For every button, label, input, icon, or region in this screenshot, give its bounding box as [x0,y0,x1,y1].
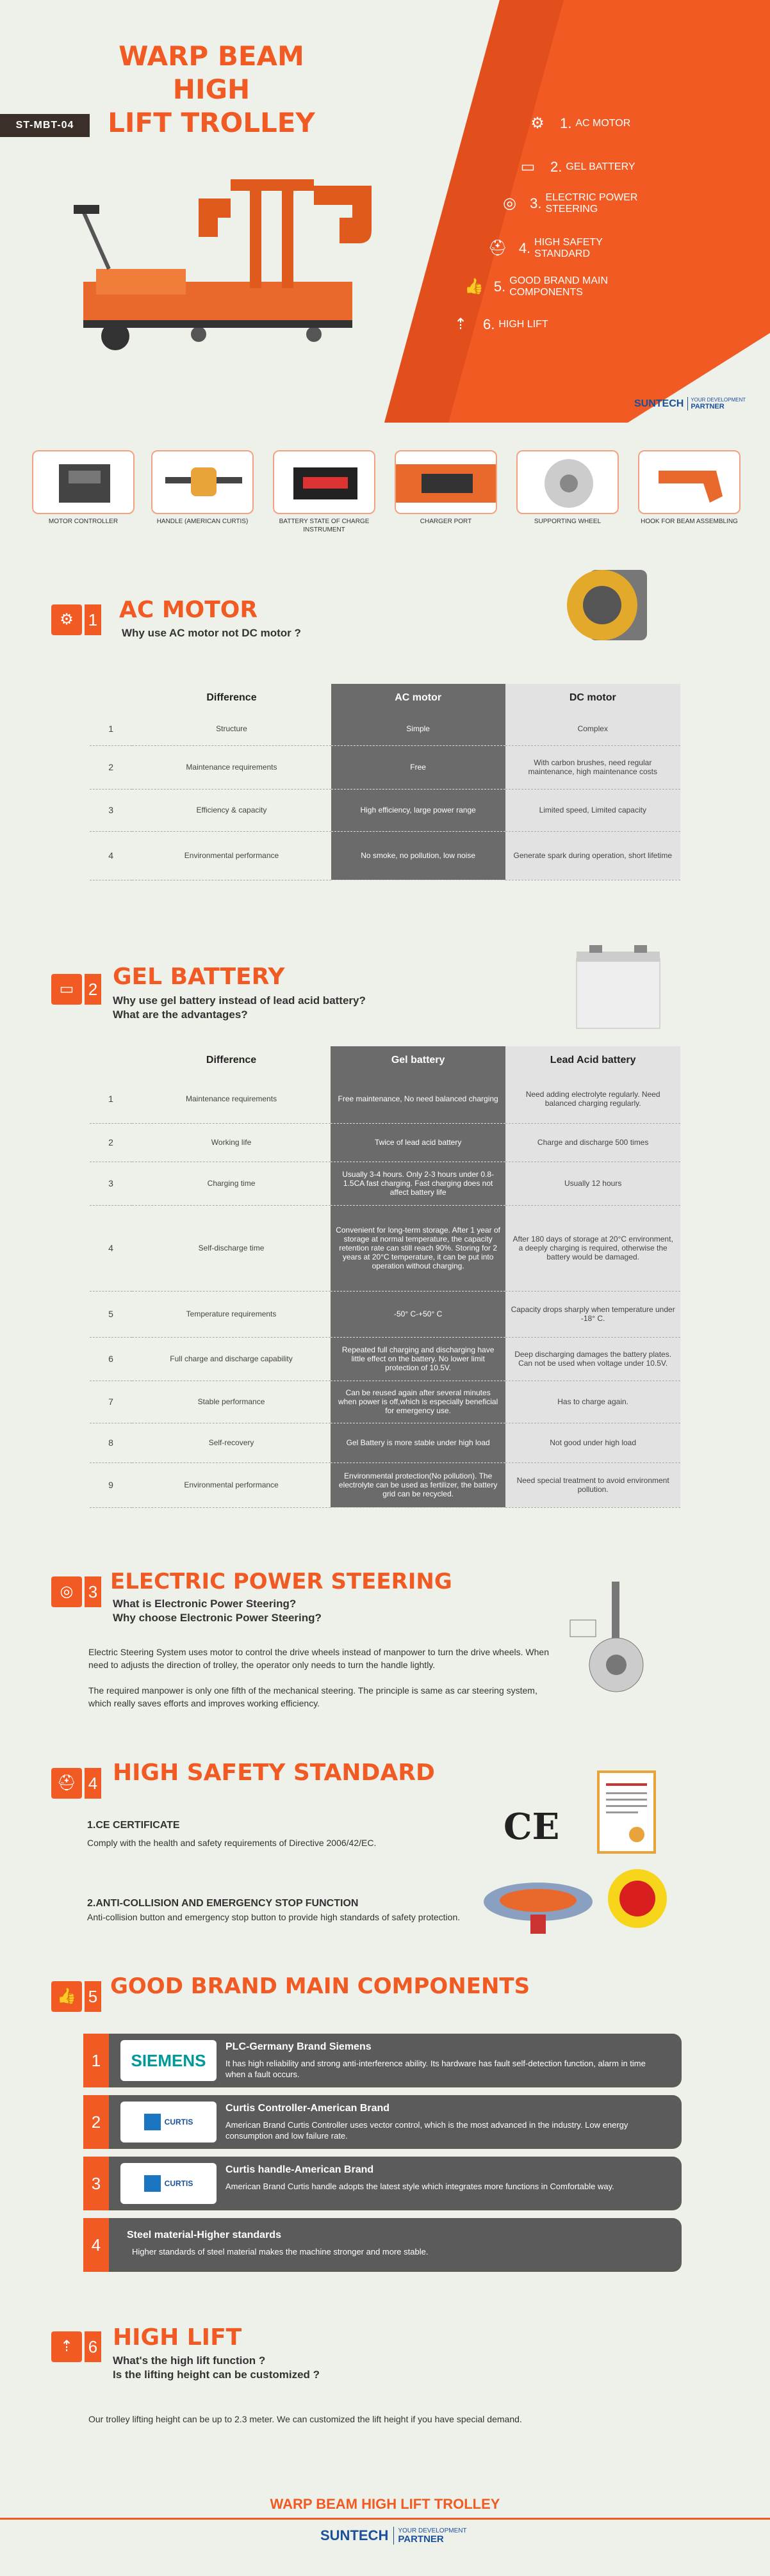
section-number: 5 [85,1981,101,2012]
brand-item-siemens: 1 SIEMENS PLC-Germany Brand Siemens It has high reliability and strong anti-interference ability. Its hardware has fault self-detection function, alarm in time when a fault occurs. [83,2034,682,2087]
label-motor-controller: MOTOR CONTROLLER [48,518,119,525]
label-battery-instrument: BATTERY STATE OF CHARGE INSTRUMENT [279,518,370,533]
ac-motor-table: Difference AC motor DC motor 1 Structure Simple Complex 2 Maintenance requirements Free With carbon brushes, need regular maintenance, high maintenance costs 3 Efficiency & capacity High efficiency, large power range Limited speed, Limited capacity 4 Environmental performance No smoke, no pollution, low noise Generate spark during operation, short lifetime [90,684,680,880]
section-subtitle: What's the high lift function ? Is the lifting height can be customized ? [113,2354,320,2381]
ac-motor-section-icon: ⚙ [51,604,82,635]
feature-brands: 👍 5. GOOD BRAND MAIN COMPONENTS [464,275,609,298]
feature-high-lift: ⇡ 6. HIGH LIFT [448,316,548,333]
thumbs-up-icon: 👍 [464,278,484,295]
brand-item-steel: 4 Steel material-Higher standards Higher standards of steel material makes the machine stronger and more stable. [83,2218,682,2272]
brand-item-curtis-controller: 2 CURTIS Curtis Controller-American Brand American Brand Curtis Controller uses vector control, which is the most advanced in the industry. Low energy consumption and low failure rate. [83,2095,682,2149]
section-title: ELECTRIC POWER STEERING [110,1569,452,1594]
table-row: 4 Self-discharge time Convenient for long-term storage. After 1 year of storage at normal temperature, the capacity retention rate can still reach 90%. Storing for 2 years at 20°C temperature, it can be put into operation without charging. After 180 days of storage at 20°C environment, a deeply charging is required, otherwise the battery would be damaged. [90,1205,680,1291]
thumb-hook [638,450,741,514]
thumb-motor-controller [32,450,135,514]
section-number: 1 [85,604,101,635]
emergency-stop-button-image [605,1863,669,1934]
siemens-logo: SIEMENS [120,2040,217,2081]
feature-gel-battery: ▭ 2. GEL BATTERY [516,159,635,175]
battery-icon: ▭ [520,158,536,175]
brand-item-curtis-handle: 3 CURTIS Curtis handle-American Brand American Brand Curtis handle adopts the latest style which integrates more functions in Comfortable way. [83,2157,682,2210]
gel-battery-illustration [570,939,666,1035]
trolley-illustration [70,160,378,371]
hero-brand-logo: SUNTECH YOUR DEVELOPMENT PARTNER [634,397,746,410]
brands-section-icon: 👍 [51,1981,82,2012]
emergency-stop-title: 2.ANTI-COLLISION AND EMERGENCY STOP FUNCTION [87,1898,359,1909]
gel-battery-section-icon: ▭ [51,974,82,1005]
label-handle: HANDLE (AMERICAN CURTIS) [156,518,249,525]
table-row: 3 Efficiency & capacity High efficiency, large power range Limited speed, Limited capacity [90,789,680,831]
ce-certificate-text: Comply with the health and safety requirements of Directive 2006/42/EC. [87,1838,377,1848]
label-supporting-wheel: SUPPORTING WHEEL [534,518,602,525]
high-lift-paragraph: Our trolley lifting height can be up to 2.3 meter. We can customized the lift height if you have special demand. [88,2414,522,2424]
section-title: GEL BATTERY [113,964,285,990]
hero-title: WARP BEAM HIGH LIFT TROLLEY [108,40,315,138]
thumb-supporting-wheel [516,450,619,514]
steering-illustration [564,1582,673,1697]
feature-ac-motor: ⚙ 1. AC MOTOR [525,115,630,132]
table-row: 2 Maintenance requirements Free With carbon brushes, need regular maintenance, high maintenance costs [90,745,680,789]
section-subtitle: What is Electronic Power Steering? Why choose Electronic Power Steering? [113,1598,322,1624]
emergency-stop-text: Anti-collision button and emergency stop button to provide high standards of safety protection. [87,1912,461,1922]
high-lift-section-icon: ⇡ [51,2331,82,2362]
thumb-battery-instrument [273,450,375,514]
lift-icon: ⇡ [454,316,468,333]
steering-icon: ◎ [503,195,517,212]
ce-certificate-title: 1.CE CERTIFICATE [87,1820,180,1831]
steering-paragraph-1: Electric Steering System uses motor to control the drive wheels instead of manpower to turn the drive wheels. When need to adjusts the direction of trolley, the operator only needs to turn the handle lightly. [88,1647,550,1670]
table-row: 9 Environmental performance Environmental protection(No pollution). The electrolyte can be used as fertilizer, the battery grid can be recycled. Need special treatment to avoid environment pollution. [90,1462,680,1507]
safety-helmet-icon: ⛑ [487,239,508,257]
section-number: 2 [85,974,101,1005]
feature-steering: ◎ 3. ELECTRIC POWER STEERING [500,192,666,215]
anti-collision-button-image [480,1870,596,1940]
label-hook: HOOK FOR BEAM ASSEMBLING [641,518,738,525]
curtis-logo: CURTIS [120,2163,217,2204]
table-row: 2 Working life Twice of lead acid battery Charge and discharge 500 times [90,1123,680,1162]
motor-icon: ⚙ [530,115,545,132]
table-row: 1 Structure Simple Complex [90,712,680,745]
table-row: 5 Temperature requirements -50° C-+50° C Capacity drops sharply when temperature under -18° C. [90,1291,680,1337]
footer-title: WARP BEAM HIGH LIFT TROLLEY [270,2496,500,2512]
model-badge: ST-MBT-04 [0,114,90,137]
section-title: GOOD BRAND MAIN COMPONENTS [110,1973,530,1999]
thumb-handle [151,450,254,514]
ce-certificate-image [597,1770,656,1854]
table-row: 4 Environmental performance No smoke, no pollution, low noise Generate spark during operation, short lifetime [90,831,680,880]
section-title: AC MOTOR [119,597,258,623]
table-row: 8 Self-recovery Gel Battery is more stable under high load Not good under high load [90,1423,680,1462]
section-number: 4 [85,1768,101,1799]
ac-motor-illustration [564,551,666,660]
table-row: 3 Charging time Usually 3-4 hours. Only 2-3 hours under 0.8-1.5CA fast charging. Fast charging does not affect battery life Usually 12 hours [90,1162,680,1205]
section-number: 6 [85,2331,101,2362]
table-row: 6 Full charge and discharge capability Repeated full charging and discharging have little effect on the battery. No lower limit protection of 10.5V. Deep discharging damages the battery plates. Can not be used when voltage under 10.5V. [90,1337,680,1381]
table-row: 1 Maintenance requirements Free maintenance, No need balanced charging Need adding electrolyte regularly. Need balanced charging regularly. [90,1074,680,1123]
label-charger-port: CHARGER PORT [420,518,472,525]
section-subtitle: Why use gel battery instead of lead acid battery? What are the advantages? [113,994,366,1021]
section-title: HIGH SAFETY STANDARD [113,1760,435,1786]
footer-divider [0,2518,770,2520]
steering-paragraph-2: The required manpower is only one fifth of the mechanical steering. The principle is same as car steering system, which really saves efforts and improves working efficiency. [88,1685,537,1708]
steering-section-icon: ◎ [51,1576,82,1607]
section-subtitle: Why use AC motor not DC motor ? [122,627,301,639]
ce-mark: CE [504,1806,560,1848]
table-row: 7 Stable performance Can be reused again after several minutes when power is off,which is especially beneficial for emergency use. Has to charge again. [90,1381,680,1423]
section-title: HIGH LIFT [113,2324,242,2351]
section-number: 3 [85,1576,101,1607]
safety-section-icon: ⛑ [51,1768,82,1799]
thumb-charger-port [395,450,497,514]
curtis-logo: CURTIS [120,2102,217,2143]
gel-battery-table: Difference Gel battery Lead Acid battery 1 Maintenance requirements Free maintenance, No need balanced charging Need adding electrolyte regularly. Need balanced charging regularly. 2 Working life Twice of lead acid battery Charge and discharge 500 times 3 Charging time Usually 3-4 hours. Only 2-3 hours under 0.8-1.5CA fast charging. Fast charging does not affect battery life Usually 12 hours 4 Self-discharge time Convenient for long-term storage. After 1 year of storage at normal temperature, the capacity retention rate can still reach 90%. Storing for 2 years at 20°C temperature, it can be put into operation without charging. After 180 days of storage at 20°C environment, a deeply charging is required, otherwise the battery would be damaged. 5 Temperature requirements -50° C-+50° C Capacity drops sharply when temperature under -18° C. 6 Full charge and discharge capability Repeated full charging and discharging have little effect on the battery. No lower limit protection of 10.5V. Deep discharging damages the battery plates. Can not be used when voltage under 10.5V. 7 Stable performance Can be reused again after several minutes when power is off,which is especially beneficial for emergency use. Has to charge again. 8 Self-recovery Gel Battery is more stable under high load Not good under high load 9 Environmental performance Environmental protection(No pollution). The electrolyte can be used as fertilizer, the battery grid can be recycled. Need special treatment to avoid environment pollution. [90,1046,680,1508]
footer-brand-logo: SUNTECH YOUR DEVELOPMENT PARTNER [320,2527,467,2545]
feature-safety: ⛑ 4. HIGH SAFETY STANDARD [487,237,603,259]
